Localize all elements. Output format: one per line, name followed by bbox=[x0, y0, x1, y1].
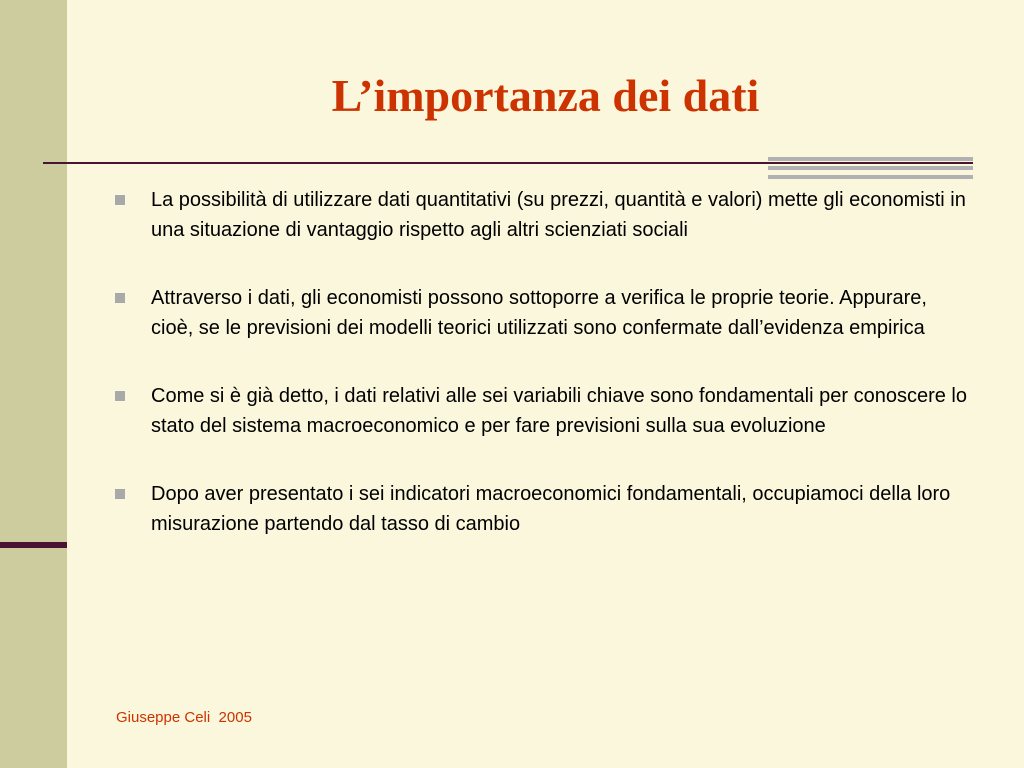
slide-title: L’importanza dei dati bbox=[331, 70, 760, 121]
left-decorative-bar bbox=[0, 0, 67, 768]
square-bullet-icon bbox=[115, 489, 125, 499]
bullet-item bbox=[112, 381, 972, 441]
bullet-text: Dopo aver presentato i sei indicatori macroeconomici fondamentali, occupiamoci della loro misurazione partendo dal tasso di cambio bbox=[151, 483, 951, 535]
bullet-item bbox=[112, 185, 972, 245]
bullet-text: Come si è già detto, i dati relativi alle sei variabili chiave sono fondamentali per conoscere lo stato del sistema macroeconomico e per fare previsioni sulla sua evoluzione bbox=[151, 385, 967, 437]
stripe bbox=[768, 175, 973, 179]
stripe bbox=[768, 166, 973, 170]
bullet-item bbox=[112, 283, 972, 343]
square-bullet-icon bbox=[115, 391, 125, 401]
left-bar-accent-line bbox=[0, 542, 67, 548]
bullet-text: La possibilità di utilizzare dati quantitativi (su prezzi, quantità e valori) mette gli economisti in una situazione di vantaggio rispetto agli altri scienziati sociali bbox=[151, 189, 966, 241]
bullet-item bbox=[112, 479, 972, 539]
stripe bbox=[768, 157, 973, 161]
square-bullet-icon bbox=[115, 195, 125, 205]
slide-footer: Giuseppe Celi 2005 bbox=[116, 709, 252, 726]
decorative-stripes bbox=[768, 157, 973, 179]
bullet-list bbox=[112, 185, 972, 577]
square-bullet-icon bbox=[115, 293, 125, 303]
bullet-text: Attraverso i dati, gli economisti possono sottoporre a verifica le proprie teorie. Appurare, cioè, se le previsioni dei modelli teorici utilizzati sono confermate dall’evidenza empirica bbox=[151, 287, 927, 339]
